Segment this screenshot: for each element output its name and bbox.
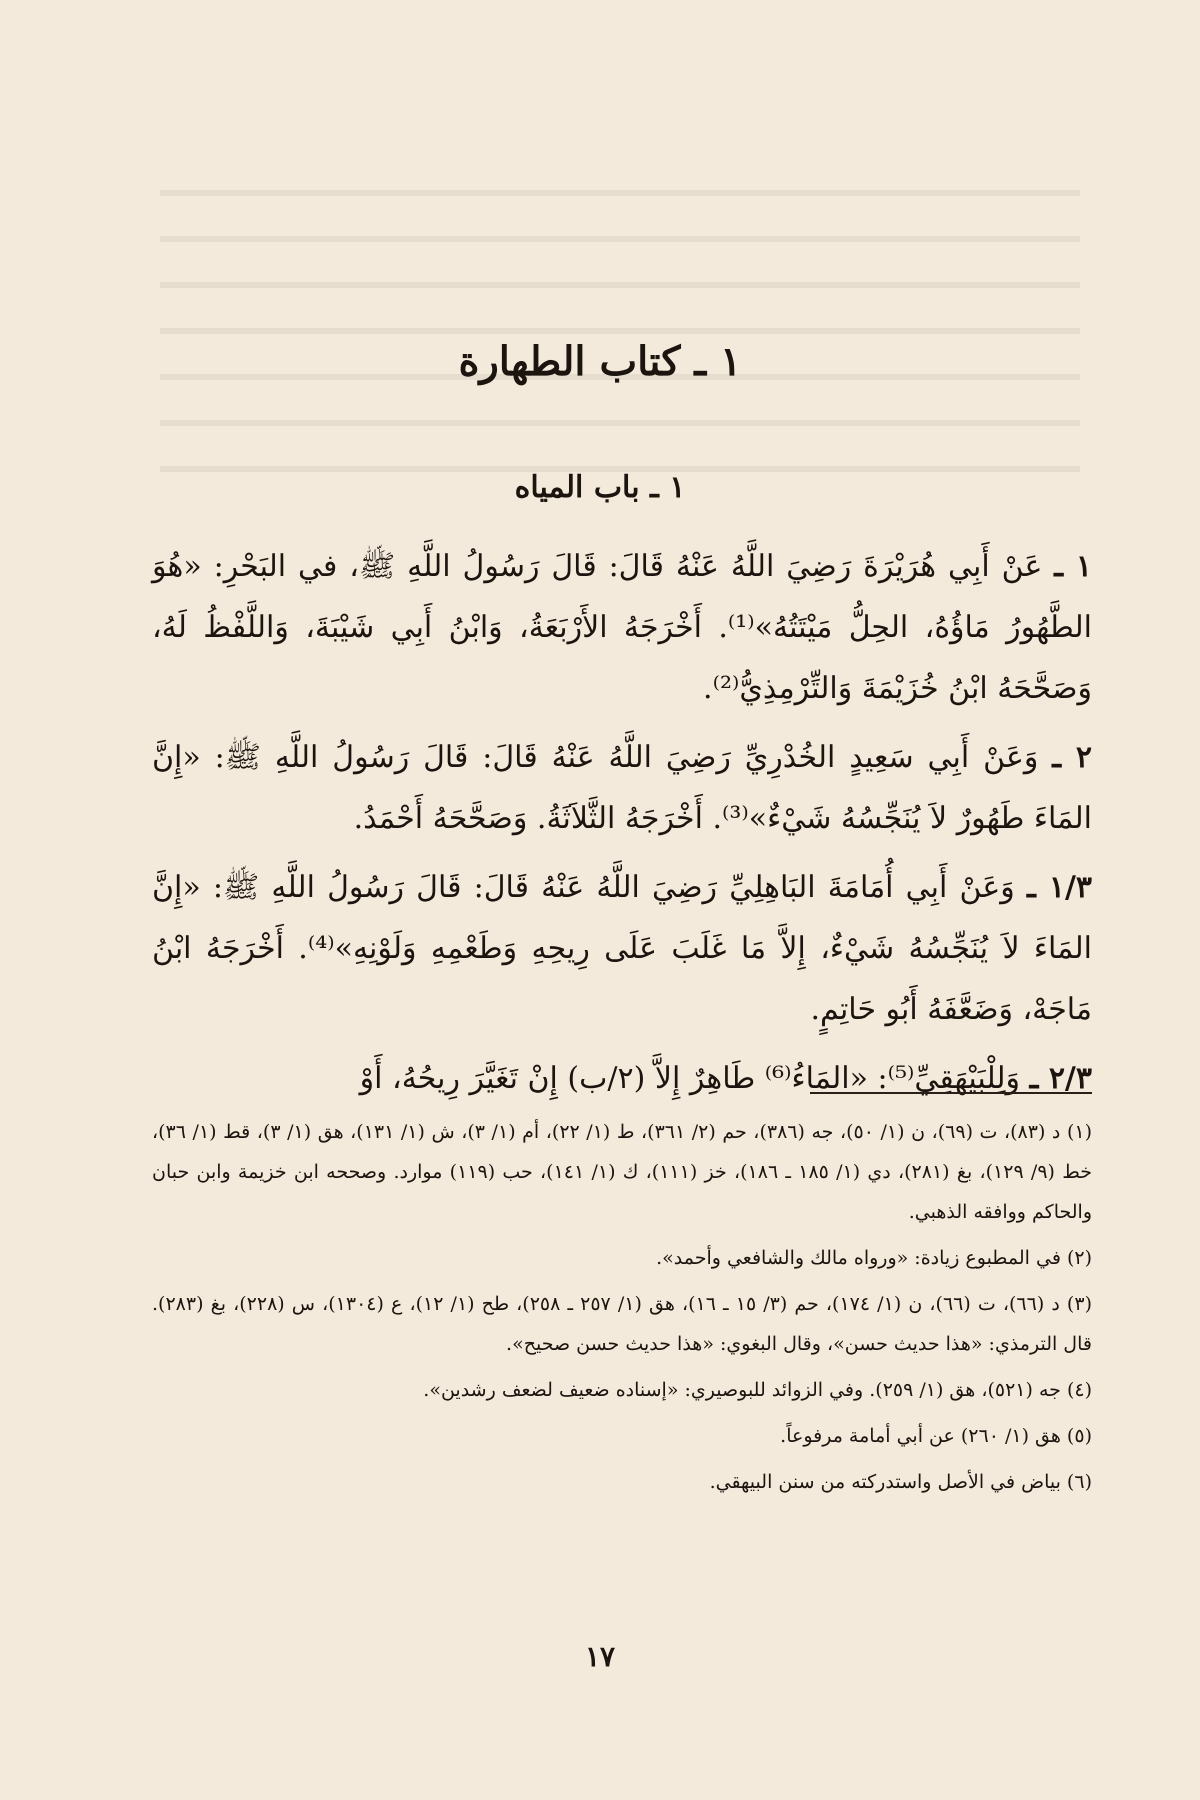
hadith-text: وَلِلْبَيْهَقِيِّ⁽⁵⁾: «المَاءُ⁽⁶⁾ طَاهِرٌ إِلاَّ (٢/ب) إِنْ تَغَيَّرَ رِيحُهُ، أَوْ <box>359 1061 1021 1096</box>
footnote: (٢) في المطبوع زيادة: «ورواه مالك والشافعي وأحمد». <box>656 1247 1092 1269</box>
page-number: ١٧ <box>584 1640 616 1673</box>
chapter-title: ١ ـ باب المياه <box>514 470 686 505</box>
hadith-paragraph <box>152 727 1092 849</box>
footnotes <box>152 1112 1092 1508</box>
hadith-number: ٢/٣ ـ <box>1029 1061 1092 1096</box>
hadith-text: وَعَنْ أَبِي سَعِيدٍ الخُدْرِيِّ رَضِيَ اللَّهُ عَنْهُ قَالَ: قَالَ رَسُولُ اللَّهِ ﷺ: «إِنَّ المَاءَ طَهُورٌ لاَ يُنَجِّسُهُ شَيْءٌ»⁽³⁾. أَخْرَجَهُ الثَّلاَثَةُ. وَصَحَّحَهُ أَحْمَدُ. <box>152 740 1092 836</box>
bleed-through-texture <box>160 190 1080 480</box>
hadith-text: عَنْ أَبِي هُرَيْرَةَ رَضِيَ اللَّهُ عَنْهُ قَالَ: قَالَ رَسُولُ اللَّهِ ﷺ، في البَحْرِ: «هُوَ الطَّهُورُ مَاؤُهُ، الحِلُّ مَيْتَتُهُ»⁽¹⁾. أَخْرَجَهُ الأَرْبَعَةُ، وَابْنُ أَبِي شَيْبَةَ، وَاللَّفْظُ لَهُ، وَصَحَّحَهُ ابْنُ خُزَيْمَةَ وَالتِّرْمِذِيُّ⁽²⁾. <box>152 549 1093 706</box>
hadith-paragraph <box>152 536 1092 719</box>
hadith-paragraph <box>152 857 1092 1040</box>
hadith-number: ١/٣ ـ <box>1026 870 1093 905</box>
footnote-divider <box>810 1092 1092 1094</box>
hadith-number: ١ ـ <box>1054 549 1093 584</box>
footnote: (٤) جه (٥٢١)، هق (١/ ٢٥٩). وفي الزوائد للبوصيري: «إسناده ضعيف لضعف رشدين». <box>423 1379 1092 1401</box>
footnote: (٦) بياض في الأصل واستدركته من سنن البيهقي. <box>709 1471 1092 1493</box>
hadith-body <box>152 536 1092 1117</box>
hadith-text: وَعَنْ أَبِي أُمَامَةَ البَاهِلِيِّ رَضِيَ اللَّهُ عَنْهُ قَالَ: قَالَ رَسُولُ اللَّهِ ﷺ: «إِنَّ المَاءَ لاَ يُنَجِّسُهُ شَيْءٌ، إِلاَّ مَا غَلَبَ عَلَى رِيحِهِ وَطَعْمِهِ وَلَوْنِهِ»⁽⁴⁾. أَخْرَجَهُ ابْنُ مَاجَهْ، وَضَعَّفَهُ أَبُو حَاتِمٍ. <box>152 870 1093 1027</box>
hadith-number: ٢ ـ <box>1052 740 1092 775</box>
book-title: ١ ـ كتاب الطهارة <box>458 338 742 385</box>
footnote: (١) د (٨٣)، ت (٦٩)، ن (١/ ٥٠)، جه (٣٨٦)، حم (٢/ ٣٦١)، ط (١/ ٢٢)، أم (١/ ٣)، ش (١/ ١٣١)، هق (١/ ٣)، قط (١/ ٣٦)، خط (٩/ ١٢٩)، بغ (٢٨١)، دي (١/ ١٨٥ ـ ١٨٦)، خز (١١١)، ك (١/ ١٤١)، حب (١١٩) موارد. وصححه ابن خزيمة وابن حبان والحاكم ووافقه الذهبي. <box>152 1121 1092 1223</box>
hadith-paragraph <box>152 1048 1092 1109</box>
footnote: (٥) هق (١/ ٢٦٠) عن أبي أمامة مرفوعاً. <box>780 1425 1092 1447</box>
footnote: (٣) د (٦٦)، ت (٦٦)، ن (١/ ١٧٤)، حم (٣/ ١٥ ـ ١٦)، هق (١/ ٢٥٧ ـ ٢٥٨)، طح (١/ ١٢)، ع (١٣٠٤)، س (٢٢٨)، بغ (٢٨٣). قال الترمذي: «هذا حديث حسن»، وقال البغوي: «هذا حديث حسن صحيح». <box>152 1293 1092 1355</box>
